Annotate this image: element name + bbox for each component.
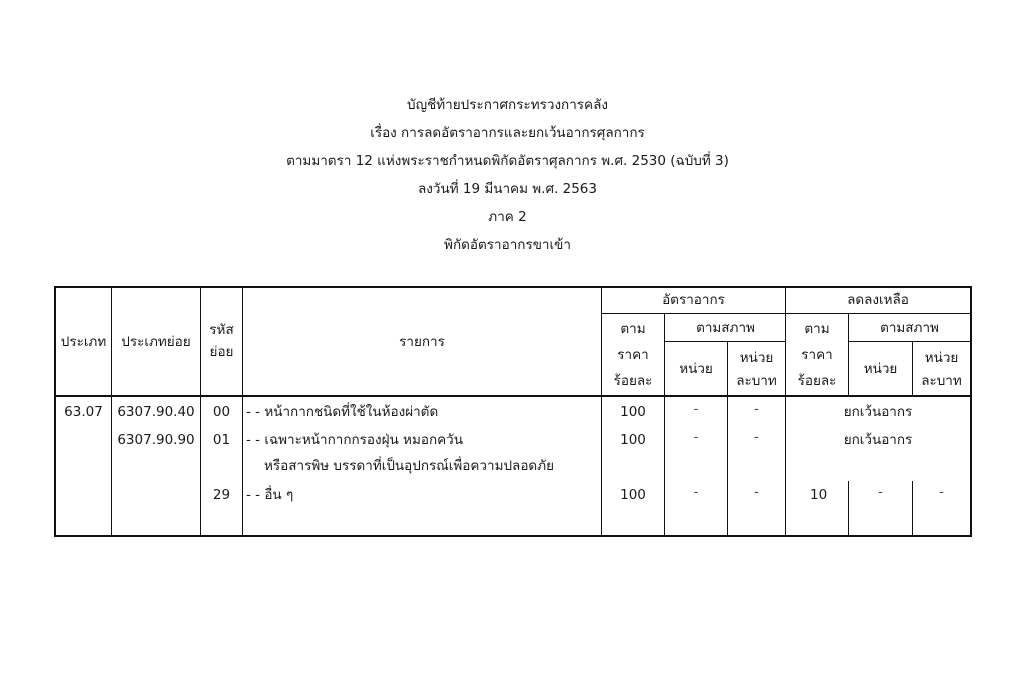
header-unit: หน่วย	[679, 361, 713, 377]
heading-line-1: บัญชีท้ายประกาศกระทรวงการคลัง	[407, 97, 608, 113]
header-subgroup-line	[848, 341, 972, 342]
header-group-line	[601, 313, 972, 314]
table-border-bottom	[54, 535, 972, 537]
table-cell-reduced: ยกเว้นอากร	[843, 404, 913, 420]
heading-line-4: ลงวันที่ 19 มีนาคม พ.ศ. 2563	[418, 181, 597, 197]
header-per-unit: ละบาท	[736, 373, 777, 389]
table-cell-reduced: ยกเว้นอากร	[843, 432, 913, 448]
header-type: ประเภท	[60, 334, 107, 350]
table-cell-unit: -	[693, 402, 699, 417]
table-cell-subtype: 6307.90.90	[117, 432, 195, 448]
table-cell-per-unit: -	[754, 402, 759, 417]
header-by-condition: ตามสภาพ	[696, 320, 755, 336]
header-subgroup-line	[664, 341, 786, 342]
header-reduced-to: ลดลงเหลือ	[847, 292, 909, 308]
header-unit: หน่วย	[863, 361, 898, 377]
header-by-price: ราคา	[617, 347, 649, 363]
table-cell-rate: 100	[620, 432, 646, 448]
header-by-condition: ตามสภาพ	[880, 320, 939, 336]
table-cell-unit: -	[693, 430, 699, 445]
table-cell-unit: -	[693, 485, 699, 500]
heading-line-3: ตามมาตรา 12 แห่งพระราชกำหนดพิกัดอัตราศุลกากร พ.ศ. 2530 (ฉบับที่ 3)	[286, 153, 729, 169]
table-cell-rate: 100	[620, 404, 646, 420]
table-border-top	[54, 286, 972, 288]
table-cell-code: 01	[212, 432, 231, 448]
header-duty-rate: อัตราอากร	[662, 292, 725, 308]
table-cell-reduced-per-unit: -	[939, 485, 944, 500]
header-by-price: ร้อยละ	[613, 373, 653, 389]
table-cell-code: 29	[212, 487, 231, 503]
header-per-unit: หน่วย	[924, 350, 959, 366]
header-code: รหัส	[209, 322, 234, 338]
heading-line-5: ภาค 2	[488, 209, 527, 225]
column-divider	[242, 286, 243, 537]
table-cell-per-unit: -	[754, 430, 759, 445]
header-by-price: ราคา	[801, 347, 833, 363]
table-cell-type: 63.07	[64, 404, 103, 420]
table-cell-rate: 100	[620, 487, 646, 503]
header-by-price: ร้อยละ	[797, 373, 837, 389]
table-cell-reduced-unit: -	[878, 485, 883, 500]
header-per-unit: ละบาท	[921, 373, 962, 389]
table-cell-per-unit: -	[754, 485, 759, 500]
header-per-unit: หน่วย	[739, 350, 774, 366]
header-bottom-line	[54, 395, 972, 397]
header-by-price: ตาม	[804, 321, 830, 337]
table-border-right	[970, 286, 972, 537]
heading-line-2: เรื่อง การลดอัตราอากรและยกเว้นอากรศุลกากร	[370, 125, 645, 141]
header-by-price: ตาม	[620, 321, 646, 337]
tariff-table	[54, 286, 972, 537]
column-divider	[664, 314, 665, 537]
table-cell-item: - - เฉพาะหน้ากากกรองฝุ่น หมอกควัน	[246, 432, 463, 448]
header-subtype: ประเภทย่อย	[121, 334, 191, 350]
header-item: รายการ	[399, 334, 445, 350]
table-cell-item: - - หน้ากากชนิดที่ใช้ในห้องผ่าตัด	[246, 404, 439, 420]
table-cell-code: 00	[212, 404, 231, 420]
table-cell-subtype: 6307.90.40	[117, 404, 195, 420]
table-cell-item-continued: หรือสารพิษ บรรดาที่เป็นอุปกรณ์เพื่อความปลอดภัย	[264, 458, 555, 474]
table-cell-item: - - อื่น ๆ	[246, 487, 294, 503]
heading-line-6: พิกัดอัตราอากรขาเข้า	[444, 237, 571, 253]
table-cell-reduced-rate: 10	[810, 487, 828, 503]
header-code: ย่อย	[209, 344, 234, 360]
